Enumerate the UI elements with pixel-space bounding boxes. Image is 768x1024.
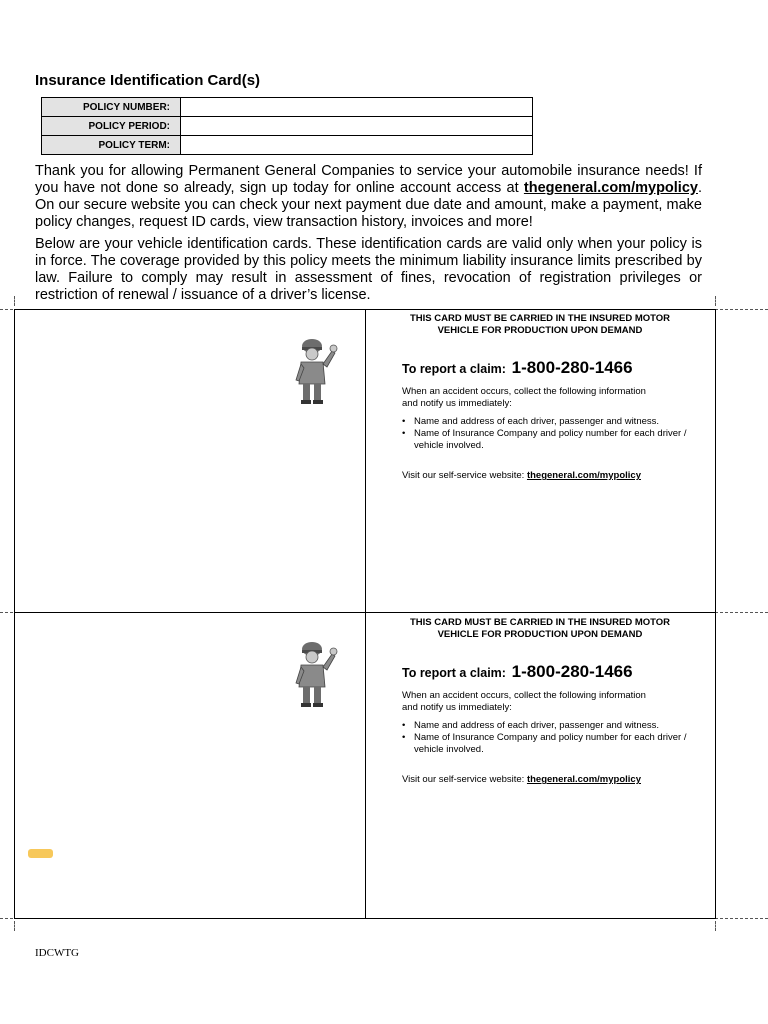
policy-number-row	[42, 98, 533, 117]
list-item	[402, 428, 706, 452]
collect-line-1: When an accident occurs, collect the following information	[402, 690, 646, 701]
visit-label: Visit our self-service website:	[402, 774, 527, 785]
carry-notice	[374, 617, 706, 641]
collect-instructions	[402, 386, 706, 410]
list-item-text: Name and address of each driver, passenger and witness.	[414, 416, 660, 427]
carry-notice-line-1: THIS CARD MUST BE CARRIED IN THE INSURED MOTOR	[409, 617, 671, 628]
collect-line-2: and notify us immediately:	[402, 702, 512, 713]
id-card-2-text	[374, 617, 706, 785]
cut-mark-left-top	[14, 296, 15, 306]
visit-line	[402, 470, 706, 481]
collect-line-1: When an accident occurs, collect the following information	[402, 386, 646, 397]
collect-line-2: and notify us immediately:	[402, 398, 512, 409]
bullet-dot-icon: •	[402, 732, 406, 743]
policy-period-value	[181, 117, 533, 136]
list-item-text: Name and address of each driver, passenger and witness.	[414, 720, 660, 731]
self-service-link[interactable]: thegeneral.com/mypolicy	[526, 470, 641, 481]
carry-notice-line-1: THIS CARD MUST BE CARRIED IN THE INSURED MOTOR	[409, 313, 671, 324]
list-item	[402, 416, 706, 428]
list-item	[402, 732, 706, 756]
self-service-link[interactable]: thegeneral.com/mypolicy	[526, 774, 641, 785]
bullet-dot-icon: •	[402, 416, 406, 427]
list-item	[402, 720, 706, 732]
intro-paragraph	[35, 163, 702, 231]
claim-line	[402, 662, 706, 682]
claim-label: To report a claim:	[402, 362, 506, 376]
intro-text-a: Thank you for allowing Permanent General Companies to service your automobile insurance needs! If you have not done so already, sign up today for online account access at	[35, 163, 702, 196]
visit-line	[402, 774, 706, 785]
policy-number-label: POLICY NUMBER:	[42, 98, 181, 117]
policy-period-label: POLICY PERIOD:	[42, 117, 181, 136]
carry-notice	[374, 313, 706, 337]
validity-paragraph: Below are your vehicle identification cards. These identification cards are valid only when your policy is in force. The coverage provided by this policy meets the minimum liability insurance limits prescribed by law. Failure to comply may result in assessment of fines, revocation of registration privileges or restriction of renewal / issuance of a driver’s license.	[35, 236, 702, 303]
cut-mark-right-top	[715, 296, 716, 306]
policy-term-value	[181, 136, 533, 155]
claim-phone: 1-800-280-1466	[511, 662, 633, 681]
claim-label: To report a claim:	[402, 666, 506, 680]
general-mascot-icon	[294, 639, 342, 709]
mypolicy-link[interactable]: thegeneral.com/mypolicy	[523, 180, 698, 196]
policy-term-row	[42, 136, 533, 155]
claim-line	[402, 358, 706, 378]
list-item-text: Name of Insurance Company and policy number for each driver / vehicle involved.	[414, 732, 687, 755]
form-code: IDCWTG	[35, 947, 79, 959]
general-mascot-icon	[294, 336, 342, 406]
policy-period-row	[42, 117, 533, 136]
policy-info-table	[41, 97, 533, 155]
carry-notice-line-2: VEHICLE FOR PRODUCTION UPON DEMAND	[437, 629, 643, 640]
collect-list	[402, 720, 706, 756]
carry-notice-line-2: VEHICLE FOR PRODUCTION UPON DEMAND	[437, 325, 643, 336]
policy-number-value	[181, 98, 533, 117]
page-title: Insurance Identification Card(s)	[35, 72, 261, 89]
collect-instructions	[402, 690, 706, 714]
intro-text-b: . On our secure website you can check your next payment due date and amount, make a payment, make policy changes, request ID cards, view transaction history, invoices and more!	[35, 180, 702, 230]
collect-list	[402, 416, 706, 452]
cut-mark-right-bottom	[715, 921, 716, 931]
bullet-dot-icon: •	[402, 428, 406, 439]
id-card-2-divider	[365, 612, 366, 919]
claim-phone: 1-800-280-1466	[511, 358, 633, 377]
id-card-1-divider	[365, 309, 366, 613]
policy-term-label: POLICY TERM:	[42, 136, 181, 155]
visit-label: Visit our self-service website:	[402, 470, 527, 481]
list-item-text: Name of Insurance Company and policy number for each driver / vehicle involved.	[414, 428, 687, 451]
id-card-1-text	[374, 313, 706, 481]
highlight-marker	[28, 849, 53, 858]
bullet-dot-icon: •	[402, 720, 406, 731]
cut-mark-left-bottom	[14, 921, 15, 931]
